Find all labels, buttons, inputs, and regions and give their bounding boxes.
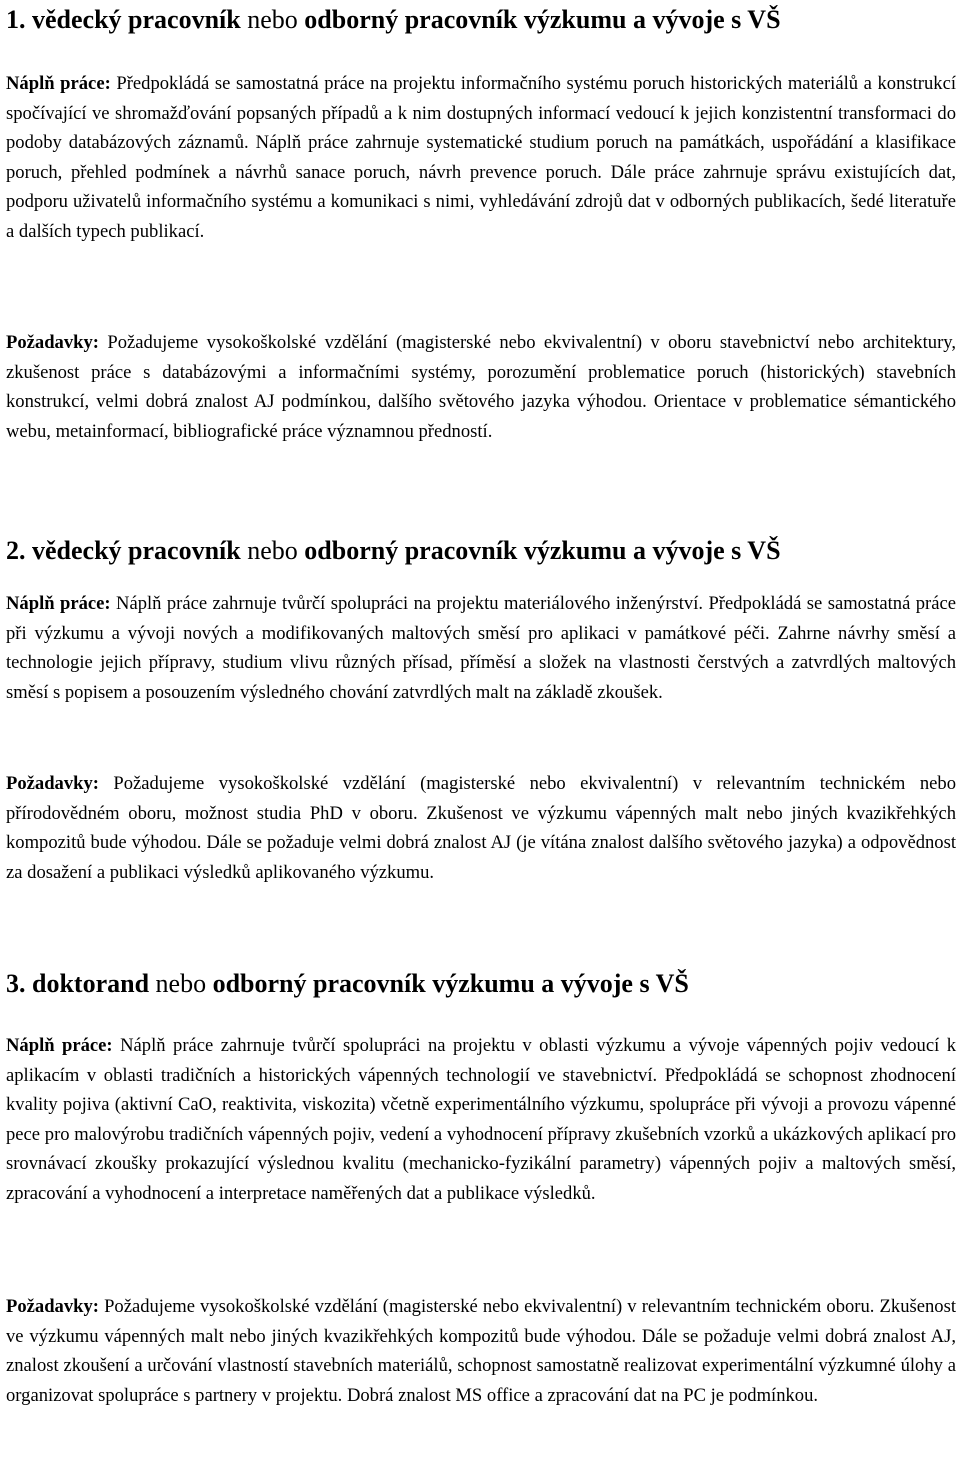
section-3-napln-label: Náplň práce: bbox=[6, 1035, 113, 1056]
section-3-title-position: 3. doktorand bbox=[6, 969, 150, 998]
section-2 bbox=[6, 535, 956, 883]
section-1-napln bbox=[6, 69, 956, 246]
section-1-title-connector: nebo bbox=[240, 5, 305, 34]
section-3-title-alt-position: odborný pracovník výzkumu a vývoje s VŠ bbox=[212, 969, 689, 998]
section-1-title bbox=[6, 4, 956, 36]
section-2-napln-text: Náplň práce zahrnuje tvůrčí spolupráci na projektu materiálového inženýrství. Předpokládá se samostatná práce při výzkumu a vývoji nových a modifikovaných maltových směsí pro aplikaci v památkové péči. Zahrne návrhy směsí a technologie jejich přípravy, studium vlivu různých přísad, příměsí a složek na vlastnosti čerstvých a zatvrdlých maltových směsí s popisem a posouzením výsledného chování zatvrdlých malt na základě zkoušek. bbox=[6, 593, 956, 703]
section-2-napln bbox=[6, 589, 956, 707]
section-3-pozadavky bbox=[6, 1292, 956, 1410]
section-3-napln-text: Náplň práce zahrnuje tvůrčí spolupráci na projektu v oblasti výzkumu a vývoje vápenných pojiv vedoucí k aplikacím v oblasti tradičních a historických vápenných technologií ve stavebnictví. Předpokládá se schopnost zhodnocení kvality pojiva (aktivní CaO, reaktivita, viskozita) včetně experimentálního výzkumu, spolupráce při vývoji a provozu vápenné pece pro malovýrobu tradičních vápenných pojiv, vedení a vyhodnocení přípravy zkušebních vzorků a ukázkových aplikací pro srovnávací zkoušky prokazující výslednou kvalitu (mechanicko-fyzikální parametry) vápenných pojiv a maltových směsí, zpracování a vyhodnocení a interpretace naměřených dat a publikace výsledků. bbox=[6, 1035, 957, 1204]
section-2-pozadavky-text: Požadujeme vysokoškolské vzdělání (magisterské nebo ekvivalentní) v relevantním technickém nebo přírodovědném oboru, možnost studia PhD v oboru. Zkušenost ve výzkumu vápenných malt nebo jiných kvazikřehkých kompozitů bude výhodou. Dále se požaduje velmi dobrá znalost AJ (je vítána znalost dalšího světového jazyka) a odpovědnost za dosažení a publikaci výsledků aplikovaného výzkumu. bbox=[6, 773, 956, 883]
section-3-title bbox=[6, 968, 956, 1000]
section-3-title-connector: nebo bbox=[149, 969, 213, 998]
section-1-title-alt-position: odborný pracovník výzkumu a vývoje s VŠ bbox=[304, 5, 781, 34]
section-1-napln-label: Náplň práce: bbox=[6, 73, 111, 94]
section-2-pozadavky-label: Požadavky: bbox=[6, 773, 99, 794]
section-2-title-position: 2. vědecký pracovník bbox=[6, 536, 241, 565]
section-2-pozadavky bbox=[6, 769, 956, 887]
section-1 bbox=[6, 4, 956, 442]
section-2-title-connector: nebo bbox=[240, 536, 305, 565]
section-2-title-alt-position: odborný pracovník výzkumu a vývoje s VŠ bbox=[304, 536, 781, 565]
section-1-napln-text: Předpokládá se samostatná práce na projektu informačního systému poruch historických materiálů a konstrukcí spočívající ve shromažďování popsaných případů a k nim dostupných informací vedoucí k jejich konzistentní transformaci do podoby databázových záznamů. Náplň práce zahrnuje systematické studium poruch na památkách, uspořádání a klasifikace poruch, přehled podmínek a návrhů sanace poruch, návrh prevence poruch. Dále práce zahrnuje správu existujících dat, podporu uživatelů informačního systému a komunikaci s nimi, vyhledávání zdrojů dat v odborných publikacích, šedé literatuře a dalších typech publikací. bbox=[6, 73, 956, 242]
section-2-napln-label: Náplň práce: bbox=[6, 593, 111, 614]
section-1-title-position: 1. vědecký pracovník bbox=[6, 5, 241, 34]
section-1-pozadavky-label: Požadavky: bbox=[6, 332, 99, 353]
section-3-pozadavky-text: Požadujeme vysokoškolské vzdělání (magisterské nebo ekvivalentní) v relevantním technickém oboru. Zkušenost ve výzkumu vápenných malt nebo jiných kvazikřehkých kompozitů bude výhodou. Dále se požaduje velmi dobrá znalost AJ, znalost zkoušení a určování vlastností stavebních materiálů, schopnost samostatně realizovat experimentální výzkumné úlohy a organizovat spolupráce s partnery v projektu. Dobrá znalost MS office a zpracování dat na PC je podmínkou. bbox=[6, 1296, 956, 1406]
section-3-pozadavky-label: Požadavky: bbox=[6, 1296, 99, 1317]
section-1-pozadavky bbox=[6, 328, 956, 446]
section-3-napln bbox=[6, 1031, 956, 1208]
section-3 bbox=[6, 968, 957, 1406]
section-2-title bbox=[6, 535, 956, 567]
section-1-pozadavky-text: Požadujeme vysokoškolské vzdělání (magisterské nebo ekvivalentní) v oboru stavebnictví nebo architektury, zkušenost práce s databázovými a informačními systémy, porozumění problematice poruch (historických) stavebních konstrukcí, velmi dobrá znalost AJ podmínkou, dalšího světového jazyka výhodou. Orientace v problematice sémantického webu, metainformací, bibliografické práce významnou předností. bbox=[6, 332, 956, 442]
